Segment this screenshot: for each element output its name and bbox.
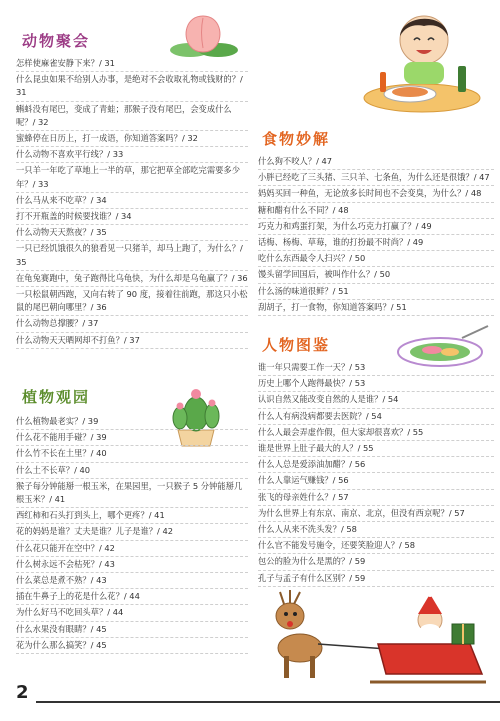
list-item[interactable]: 在龟兔赛跑中，兔子跑得比乌龟快，为什么却是乌龟赢了？/ 36 (16, 271, 248, 287)
list-item[interactable]: 什么树永远不会枯死？/ 43 (16, 557, 248, 573)
list-item[interactable]: 什么人有病没病都要去医院？/ 54 (258, 409, 494, 425)
list-item[interactable]: 什么动物天天熬夜？/ 35 (16, 225, 248, 241)
section-title-animals: 动物聚会 (22, 32, 91, 50)
list-item[interactable]: 刮胡子，打一食物，你知道答案吗？/ 51 (258, 300, 494, 316)
list-item[interactable]: 孔子与孟子有什么区别？/ 59 (258, 571, 494, 587)
list-item[interactable]: 什么汤的味道很鲜？/ 51 (258, 284, 494, 300)
list-item[interactable]: 怎样使麻雀安静下来？/ 31 (16, 56, 248, 72)
list-item[interactable]: 什么竹不长在土里？/ 40 (16, 446, 248, 462)
list-item[interactable]: 一只松鼠朝西跑，又向右转了 90 度，接着往前跑，那这只小松鼠的尾巴朝向哪里？/ 36 (16, 287, 248, 316)
list-item[interactable]: 一只已经饥饿很久的狼看见一只猪羊，却马上跑了，为什么？/ 35 (16, 241, 248, 270)
list-item[interactable]: 张飞的母亲姓什么？/ 57 (258, 490, 494, 506)
list-item[interactable]: 花的妈妈是谁？丈夫是谁？儿子是谁？/ 42 (16, 524, 248, 540)
people-list (258, 360, 494, 587)
list-item[interactable]: 什么植物最老实？/ 39 (16, 414, 248, 430)
list-item[interactable]: 什么动物总撑腰？/ 37 (16, 316, 248, 332)
list-item[interactable]: 什么马从来不吃草？/ 34 (16, 193, 248, 209)
list-item[interactable]: 什么水果没有眼睛？/ 45 (16, 622, 248, 638)
boy-eating-illustration (362, 6, 490, 116)
peach-icon (168, 10, 238, 62)
list-item[interactable]: 什么官不能发号施令，还要笑脸迎人？/ 58 (258, 538, 494, 554)
list-item[interactable]: 历史上哪个人跑得最快？/ 53 (258, 376, 494, 392)
list-item[interactable]: 打不开瓶盖的时候要找谁？/ 34 (16, 209, 248, 225)
list-item[interactable]: 什么人总是爱添油加醋？/ 56 (258, 457, 494, 473)
section-title-food: 食物妙解 (262, 130, 331, 148)
plants-list (16, 414, 248, 654)
list-item[interactable]: 一只羊一年吃了草地上一半的草，那它把草全部吃完需要多少年？/ 33 (16, 163, 248, 192)
list-item[interactable]: 蜜蜂停在日历上，打一成语，你知道答案吗？/ 32 (16, 131, 248, 147)
list-item[interactable]: 小胖已经吃了三头猪、三只羊、七条鱼，为什么还是很饿？/ 47 (258, 170, 494, 186)
list-item[interactable]: 什么花不能用手碰？/ 39 (16, 430, 248, 446)
list-item[interactable]: 糖和醋有什么不同？/ 48 (258, 203, 494, 219)
list-item[interactable]: 什么土不长草？/ 40 (16, 463, 248, 479)
list-item[interactable]: 花为什么那么搞笑？/ 45 (16, 638, 248, 654)
list-item[interactable]: 什么人靠运气赚钱？/ 56 (258, 473, 494, 489)
list-item[interactable]: 什么花只能开在空中？/ 42 (16, 541, 248, 557)
section-title-plants: 植物观园 (22, 388, 91, 406)
list-item[interactable]: 什么动物天天晒网却不打鱼？/ 37 (16, 333, 248, 349)
list-item[interactable]: 巧克力和鸡蛋打架，为什么巧克力打赢了？/ 49 (258, 219, 494, 235)
list-item[interactable]: 谁一年只需要工作一天？/ 53 (258, 360, 494, 376)
list-item[interactable]: 蝌蚪没有尾巴，变成了青蛙；那猴子没有尾巴，会变成什么呢？/ 32 (16, 102, 248, 131)
list-item[interactable]: 什么狗不咬人？/ 47 (258, 154, 494, 170)
list-item[interactable]: 馒头留学回国后，被叫作什么？/ 50 (258, 267, 494, 283)
list-item[interactable]: 话梅、杨梅、草莓，谁的打扮最不时尚？/ 49 (258, 235, 494, 251)
list-item[interactable]: 西红柿和石头打到头上，哪个更疼？/ 41 (16, 508, 248, 524)
list-item[interactable]: 猴子每分钟能掰一根玉米，在果园里，一只猴子 5 分钟能掰几根玉米？/ 41 (16, 479, 248, 508)
animals-list (16, 56, 248, 349)
page-number: 2 (16, 682, 29, 703)
food-list (258, 154, 494, 316)
list-item[interactable]: 什么人最会弄虚作假，但大家却很喜欢？/ 55 (258, 425, 494, 441)
list-item[interactable]: 什么菜总是煮不熟？/ 43 (16, 573, 248, 589)
list-item[interactable]: 插在牛鼻子上的花是什么花？/ 44 (16, 589, 248, 605)
list-item[interactable]: 妈妈买回一种鱼，无论放多长时间也不会变臭，为什么？/ 48 (258, 186, 494, 202)
list-item[interactable]: 包公的脸为什么是黑的？/ 59 (258, 554, 494, 570)
list-item[interactable]: 认识自然又能改变自然的人是谁？/ 54 (258, 392, 494, 408)
list-item[interactable]: 什么动物不喜欢平行线？/ 33 (16, 147, 248, 163)
reindeer-sleigh-illustration (260, 584, 492, 692)
list-item[interactable]: 为什么好马不吃回头草？/ 44 (16, 605, 248, 621)
footer-rule (36, 701, 500, 703)
list-item[interactable]: 什么昆虫如果不给别人办事，是绝对不会收取礼物或钱财的？/ 31 (16, 72, 248, 101)
list-item[interactable]: 吃什么东西最令人扫兴？/ 50 (258, 251, 494, 267)
section-title-people: 人物图鉴 (262, 336, 331, 354)
list-item[interactable]: 为什么世界上有东京、南京、北京，但没有西京呢？/ 57 (258, 506, 494, 522)
list-item[interactable]: 谁是世界上肚子最大的人？/ 55 (258, 441, 494, 457)
list-item[interactable]: 什么人从来不洗头发？/ 58 (258, 522, 494, 538)
